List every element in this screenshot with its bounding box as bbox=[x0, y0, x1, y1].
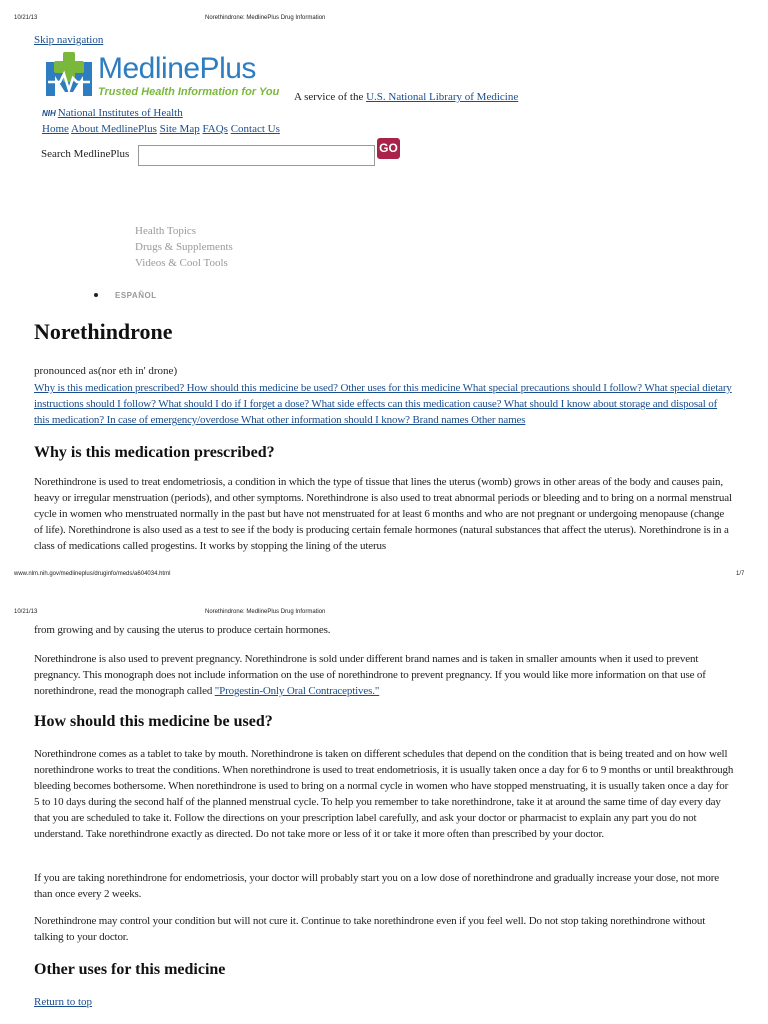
service-line bbox=[294, 91, 518, 103]
skip-navigation-link[interactable]: Skip navigation bbox=[34, 34, 104, 46]
why-paragraph-2 bbox=[34, 651, 734, 699]
medlineplus-logo-icon bbox=[42, 52, 96, 102]
nih-link[interactable]: National Institutes of Health bbox=[57, 107, 183, 119]
nlm-link[interactable]: U.S. National Library of Medicine bbox=[366, 91, 519, 103]
nav-home[interactable]: Home bbox=[42, 123, 69, 135]
nav-site-map[interactable]: Site Map bbox=[159, 123, 200, 135]
print-footer-url: www.nlm.nih.gov/medlineplus/druginfo/meds/a604034.html bbox=[14, 571, 171, 577]
how-paragraph-2: If you are taking norethindrone for endometriosis, your doctor will probably start you on a low dose of norethindrone and gradually increase your dose, not more than once every 2 weeks. bbox=[34, 872, 720, 900]
service-prefix: A service of the bbox=[294, 91, 367, 103]
top-nav bbox=[42, 123, 280, 135]
print-date-page-2: 10/21/13 bbox=[14, 609, 38, 615]
progestin-only-link[interactable]: "Progestin-Only Oral Contraceptives." bbox=[214, 685, 380, 697]
return-to-top-link[interactable]: Return to top bbox=[34, 996, 93, 1008]
menu-drugs-supplements[interactable]: Drugs & Supplements bbox=[135, 241, 233, 253]
nav-faqs[interactable]: FAQs bbox=[202, 123, 228, 135]
why-paragraph-2-text: Norethindrone is also used to prevent pregnancy. Norethindrone is sold under different brand names and is taken in smaller amounts when it used to prevent pregnancy. This monograph does not include information on the use of norethindrone to prevent pregnancy. If you would like more information on that use of norethindrone, read the monograph called bbox=[34, 653, 706, 697]
logo-wordmark: MedlinePlus bbox=[98, 52, 256, 85]
heading-other-uses: Other uses for this medicine bbox=[34, 961, 226, 978]
pronunciation: pronounced as(nor eth in' drone) bbox=[34, 365, 178, 377]
print-date: 10/21/13 bbox=[14, 15, 38, 21]
logo-tagline: Trusted Health Information for You bbox=[98, 86, 280, 98]
medlineplus-logo[interactable] bbox=[42, 50, 292, 106]
why-paragraph-1: Norethindrone is used to treat endometriosis, a condition in which the type of tissue that lines the uterus (womb) grows in other areas of the body and causes pain, heavy or irregular menstruation (periods), and other symptoms. Norethindrone is also used to treat abnormal periods or bleeding and to bring on a normal menstrual cycle in women who menstruated normally in the past but have not menstruated for at least 6 months and who are not pregnant or undergoing menopause (change of life). Norethindrone is also used as a test to see if the body is producing certain female hormones (natural substances that affect the uterus). Norethindrone is in a class of medications called progestins. It works by stopping the lining of the uterus bbox=[34, 476, 732, 552]
toc-links[interactable]: Why is this medication prescribed? How should this medicine be used? Other uses for this medicine What special precautions should I follow? What special dietary instructions should I follow? What should I do if I forget a dose? What side effects can this medication cause? What should I know about storage and disposal of this medication? In case of emergency/overdose What other information should I know? Brand names Other names bbox=[34, 382, 732, 426]
print-title: Norethindrone: MedlinePlus Drug Information bbox=[205, 15, 326, 21]
nih-logo: NIH bbox=[42, 109, 56, 118]
nav-contact[interactable]: Contact Us bbox=[230, 123, 280, 135]
list-bullet bbox=[94, 293, 98, 297]
print-footer-page: 1/7 bbox=[736, 571, 745, 577]
print-title-page-2: Norethindrone: MedlinePlus Drug Information bbox=[205, 609, 326, 615]
menu-videos-cool-tools[interactable]: Videos & Cool Tools bbox=[135, 257, 228, 269]
menu-health-topics[interactable]: Health Topics bbox=[135, 225, 197, 237]
heading-why-prescribed: Why is this medication prescribed? bbox=[34, 444, 275, 461]
how-paragraph-3: Norethindrone may control your condition but will not cure it. Continue to take norethindrone even if you feel well. Do not stop taking norethindrone without talking to your doctor. bbox=[34, 915, 706, 943]
espanol-link[interactable]: ESPAÑOL bbox=[115, 291, 157, 300]
nav-about[interactable]: About MedlinePlus bbox=[71, 123, 157, 135]
search-label: Search MedlinePlus bbox=[41, 148, 130, 160]
why-paragraph-1-continued: from growing and by causing the uterus to produce certain hormones. bbox=[34, 624, 331, 636]
nih-line[interactable] bbox=[42, 107, 183, 119]
search-go-button[interactable]: GO bbox=[377, 138, 400, 159]
page-title: Norethindrone bbox=[34, 319, 173, 344]
how-paragraph-1: Norethindrone comes as a tablet to take by mouth. Norethindrone is taken on different schedules that depend on the condition that is being treated and on how well norethindrone works to treat the conditions. When norethindrone is used to treat endometriosis, it is usually taken once a day for 6 to 9 months or until breakthrough bleeding becomes bothersome. When norethindrone is used to bring on a normal cycle in women who have stopped menstruating, it is usually taken once a day for 5 to 10 days during the second half of the planned menstrual cycle. To help you remember to take norethindrone, take it at around the same time of day every day that you are scheduled to take it. Follow the directions on your prescription label carefully, and ask your doctor or pharmacist to explain any part you do not understand. Take norethindrone exactly as directed. Do not take more or less of it or take it more often than prescribed by your doctor. bbox=[34, 748, 734, 840]
search-input[interactable] bbox=[138, 145, 375, 166]
heading-how-used: How should this medicine be used? bbox=[34, 713, 273, 730]
